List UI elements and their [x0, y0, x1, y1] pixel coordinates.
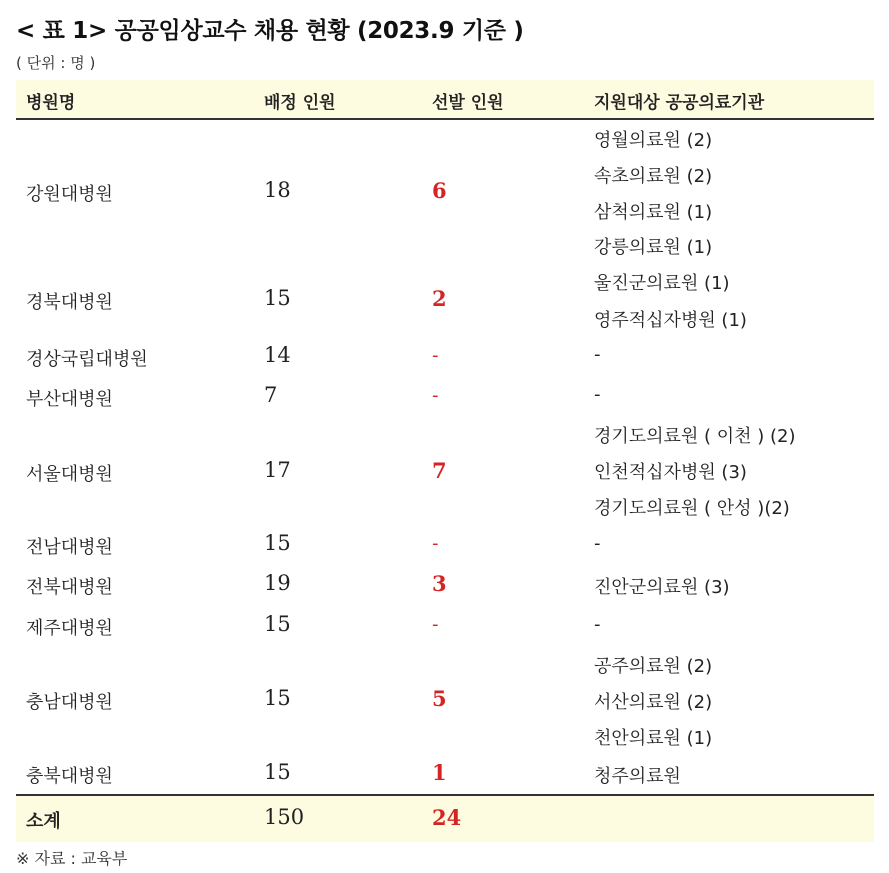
assigned-count: 7 [264, 383, 278, 407]
total-row [16, 794, 874, 842]
header-institutions: 지원대상 공공의료기관 [594, 93, 765, 113]
assigned-count: 18 [264, 178, 291, 202]
institution-item: 삼척의료원 (1) [594, 202, 713, 223]
institution-item: 영주적십자병원 (1) [594, 310, 747, 331]
hospital-name: 서울대병원 [26, 464, 113, 485]
assigned-count: 19 [264, 571, 291, 595]
institution-item: 경기도의료원 ( 이천 ) (2) [594, 426, 796, 447]
selected-count: - [432, 614, 439, 635]
institution-item: 서산의료원 (2) [594, 692, 713, 713]
assigned-count: 15 [264, 760, 291, 784]
total-label: 소계 [26, 811, 61, 832]
selected-count: 2 [432, 286, 447, 311]
table-title: < 표 1> 공공임상교수 채용 현황 (2023.9 기준 ) [16, 18, 524, 44]
assigned-count: 15 [264, 612, 291, 636]
assigned-count: 15 [264, 286, 291, 310]
institution-item: 진안군의료원 (3) [594, 577, 730, 598]
hospital-name: 부산대병원 [26, 389, 113, 410]
institution-item: 천안의료원 (1) [594, 728, 713, 749]
hospital-name: 강원대병원 [26, 184, 113, 205]
institution-item: - [594, 533, 601, 554]
unit-label: ( 단위 : 명 ) [16, 54, 96, 72]
total-assigned: 150 [264, 805, 305, 829]
source-note: ※ 자료 : 교육부 [16, 849, 128, 868]
hospital-name: 경상국립대병원 [26, 349, 148, 370]
selected-count: 1 [432, 760, 447, 785]
selected-count: 7 [432, 458, 447, 483]
institution-item: 속초의료원 (2) [594, 166, 713, 187]
selected-count: 5 [432, 686, 447, 711]
hospital-name: 전남대병원 [26, 537, 113, 558]
hospital-name: 충남대병원 [26, 692, 113, 713]
selected-count: 6 [432, 178, 447, 203]
header-assigned: 배정 인원 [264, 93, 336, 113]
assigned-count: 15 [264, 531, 291, 555]
institution-item: 청주의료원 [594, 766, 681, 787]
institution-item: - [594, 614, 601, 635]
selected-count: - [432, 533, 439, 554]
hospital-name: 경북대병원 [26, 292, 113, 313]
hospital-name: 전북대병원 [26, 577, 113, 598]
institution-item: - [594, 384, 601, 405]
header-selected: 선발 인원 [432, 93, 504, 113]
total-selected: 24 [432, 805, 462, 830]
hospital-name: 충북대병원 [26, 766, 113, 787]
institution-item: 울진군의료원 (1) [594, 273, 730, 294]
institution-item: 공주의료원 (2) [594, 656, 713, 677]
hospital-name: 제주대병원 [26, 618, 113, 639]
table-header [16, 80, 874, 120]
selected-count: - [432, 385, 439, 406]
selected-count: 3 [432, 571, 447, 596]
institution-item: 강릉의료원 (1) [594, 237, 713, 258]
assigned-count: 15 [264, 686, 291, 710]
header-hospital: 병원명 [26, 93, 76, 113]
assigned-count: 17 [264, 458, 291, 482]
institution-item: 영월의료원 (2) [594, 130, 713, 151]
institution-item: 인천적십자병원 (3) [594, 462, 747, 483]
assigned-count: 14 [264, 343, 291, 367]
institution-item: - [594, 344, 601, 365]
selected-count: - [432, 345, 439, 366]
institution-item: 경기도의료원 ( 안성 )(2) [594, 498, 790, 519]
